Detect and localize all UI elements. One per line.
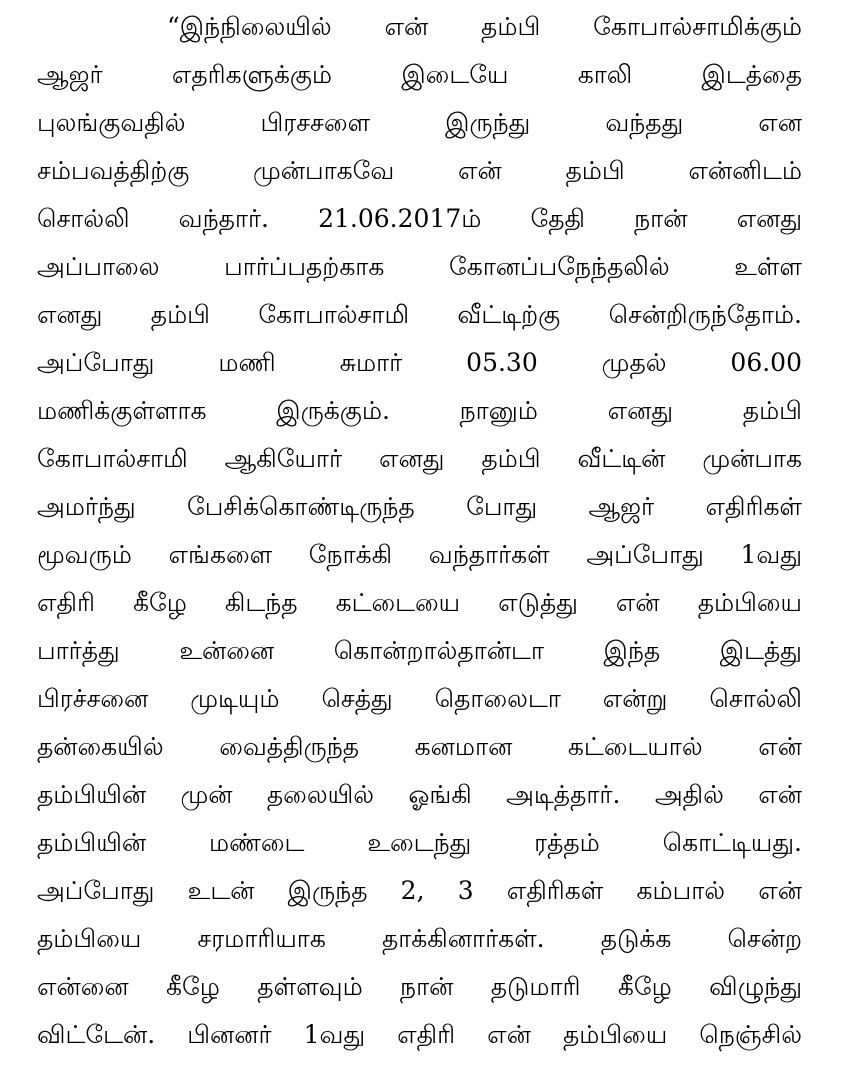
text-line: ஆஜர் எதரிகளுக்கும் இடையே காலி இடத்தை [37, 60, 802, 89]
text-line: எதிரி கீழே கிடந்த கட்டையை எடுத்து என் தம்பியை [37, 588, 802, 617]
text-line: தன்கையில் வைத்திருந்த கனமான கட்டையால் என் [37, 732, 802, 761]
text-line: பார்த்து உன்னை கொன்றால்தான்டா இந்த இடத்து [37, 636, 802, 665]
text-line: மணிக்குள்ளாக இருக்கும். நானும் எனது தம்பி [37, 396, 802, 425]
text-line: அமர்ந்து பேசிக்கொண்டிருந்த போது ஆஜர் எதிரிகள் [37, 492, 802, 521]
text-line: அப்பாலை பார்ப்பதற்காக கோனப்பநேந்தலில் உள்ள [37, 252, 802, 281]
text-line: கோபால்சாமி ஆகியோர் எனது தம்பி வீட்டின் முன்பாக [37, 444, 802, 473]
text-line: மூவரும் எங்களை நோக்கி வந்தார்கள் அப்போது 1வது [37, 540, 802, 569]
text-line: “இந்நிலையில் என் தம்பி கோபால்சாமிக்கும் [167, 12, 802, 41]
text-line: என்னை கீழே தள்ளவும் நான் தடுமாரி கீழே விழுந்து [37, 972, 802, 1001]
text-line: விட்டேன். பினனர் 1வது எதிரி என் தம்பியை நெஞ்சில் [37, 1020, 802, 1049]
text-line: தம்பியின் மண்டை உடைந்து ரத்தம் கொட்டியது. [37, 828, 802, 857]
text-line: தம்பியை சரமாரியாக தாக்கினார்கள். தடுக்க சென்ற [37, 924, 802, 953]
text-line: எனது தம்பி கோபால்சாமி வீட்டிற்கு சென்றிருந்தோம். [37, 300, 802, 329]
text-line: தம்பியின் முன் தலையில் ஓங்கி அடித்தார். அதில் என் [37, 780, 802, 809]
text-line: அப்போது உடன் இருந்த 2, 3 எதிரிகள் கம்பால் என் [37, 876, 802, 905]
text-line: சம்பவத்திற்கு முன்பாகவே என் தம்பி என்னிடம் [37, 156, 802, 185]
text-line: அப்போது மணி சுமார் 05.30 முதல் 06.00 [37, 348, 802, 377]
text-line: சொல்லி வந்தார். 21.06.2017ம் தேதி நான் எனது [37, 204, 802, 233]
text-line: புலங்குவதில் பிரசசளை இருந்து வந்தது என [37, 108, 802, 137]
document-page [37, 0, 802, 1068]
text-line: பிரச்சனை முடியும் செத்து தொலைடா என்று சொல்லி [37, 684, 802, 713]
